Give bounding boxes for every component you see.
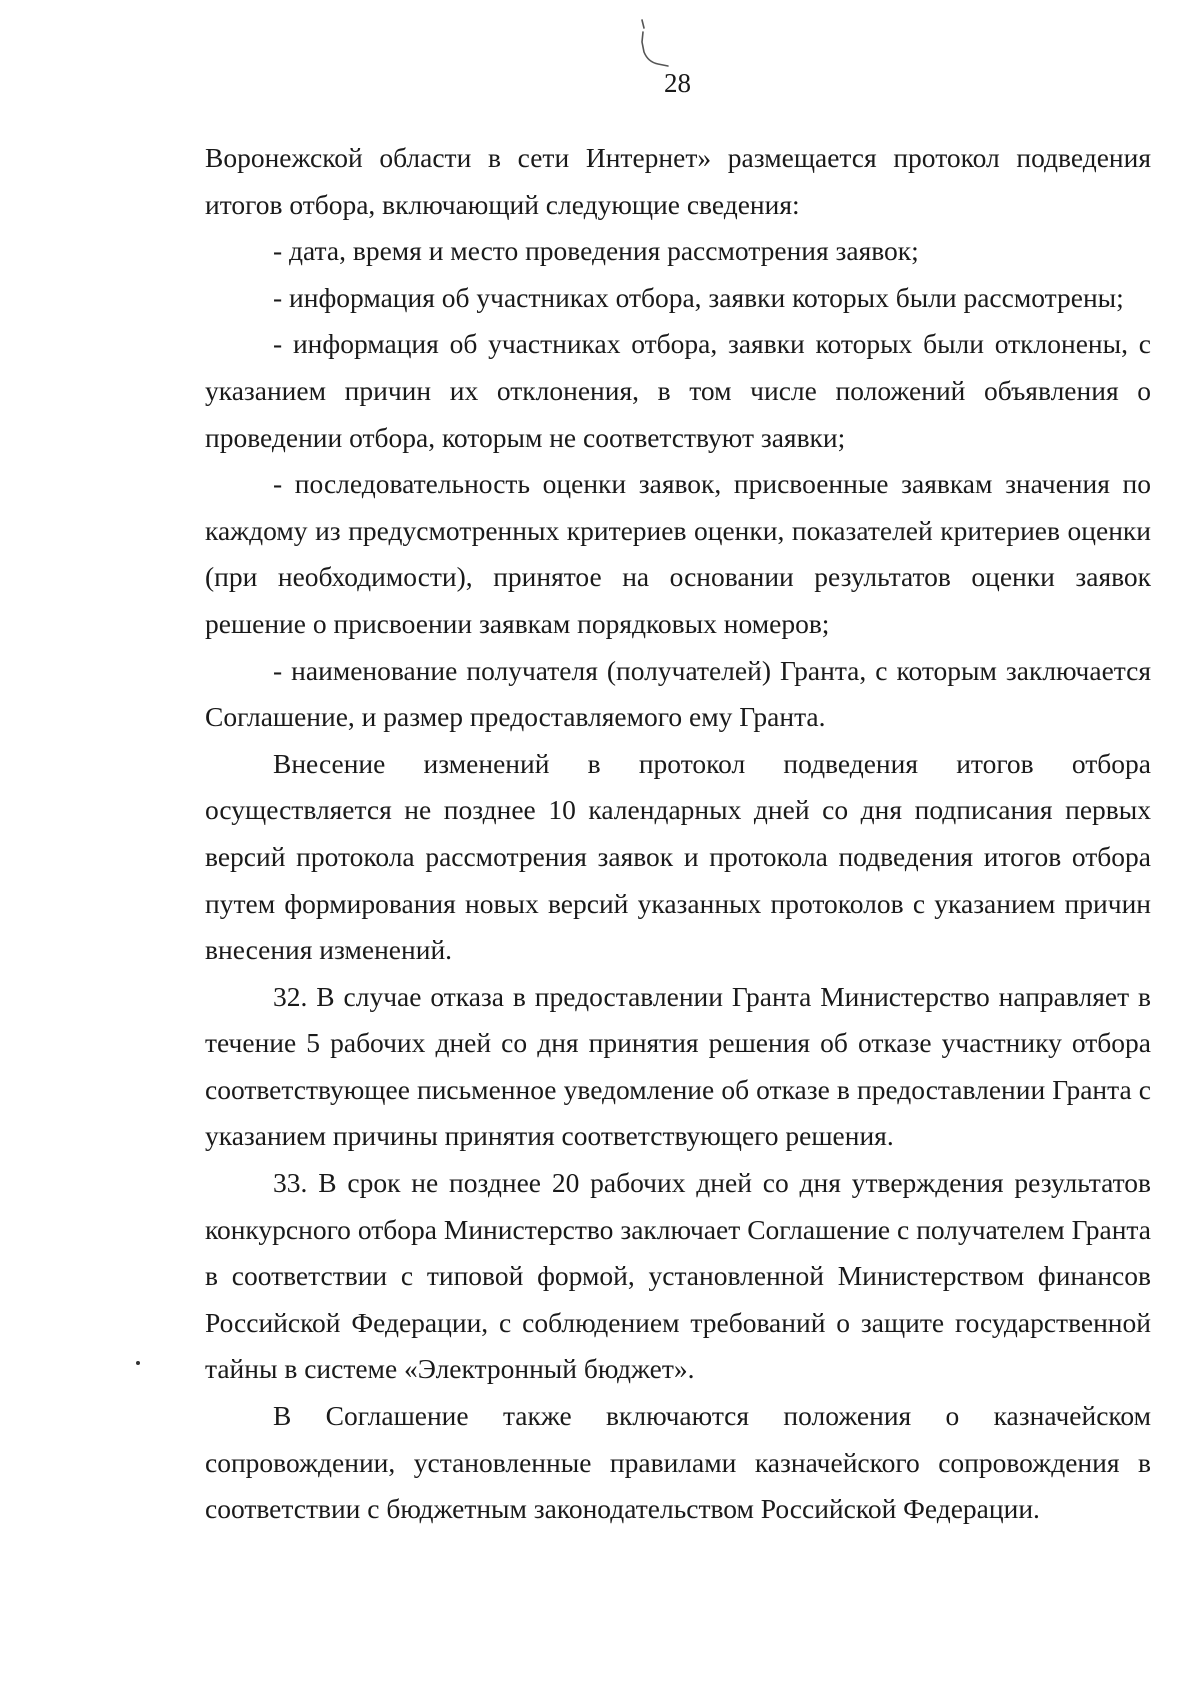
paragraph-item-33: 33. В срок не позднее 20 рабочих дней со дня утверждения результатов конкурсного отбора Министерство заключает Соглашение с получателем Гранта в соответствии с типовой формой, установленной Министерством финансов Российской Федерации, с соблюдением требований о защите государственной тайны в системе «Электронный бюджет».: [205, 1167, 1151, 1385]
scan-dot-artifact: [136, 1361, 140, 1365]
document-body: [205, 135, 1151, 1533]
paragraph-item-32: 32. В случае отказа в предоставлении Гранта Министерство направляет в течение 5 рабочих дней со дня принятия решения об отказе участнику отбора соответствующее письменное уведомление об отказе в предоставлении Гранта с указанием причины принятия соответствующего решения.: [205, 980, 1151, 1152]
paragraph-treasury-support: В Соглашение также включаются положения о казначейском сопровождении, установленные правилами казначейского сопровождения в соответствии с бюджетным законодательством Российской Федерации.: [205, 1400, 1151, 1525]
list-item-grant-recipient: - наименование получателя (получателей) Гранта, с которым заключается Соглашение, и размер предоставляемого ему Гранта.: [205, 654, 1151, 733]
paragraph-continuation: Воронежской области в сети Интернет» размещается протокол подведения итогов отбора, включающий следующие сведения:: [205, 142, 1151, 220]
scan-artifact-mark: [638, 18, 678, 70]
paragraph-protocol-changes: Внесение изменений в протокол подведения итогов отбора осуществляется не позднее 10 календарных дней со дня подписания первых версий протокола рассмотрения заявок и протокола подведения итогов отбора путем формирования новых версий указанных протоколов с указанием причин внесения изменений.: [205, 747, 1151, 966]
list-item-rejected-participants: - информация об участниках отбора, заявки которых были отклонены, с указанием причин их отклонения, в том числе положений объявления о проведении отбора, которым не соответствуют заявки;: [205, 328, 1151, 453]
page-number: 28: [664, 68, 691, 98]
list-item-evaluation-sequence: - последовательность оценки заявок, присвоенные заявкам значения по каждому из предусмотренных критериев оценки, показателей критериев оценки (при необходимости), принятое на основании результатов оценки заявок решение о присвоении заявкам порядковых номеров;: [205, 468, 1151, 639]
list-item-reviewed-participants: - информация об участниках отбора, заявки которых были рассмотрены;: [273, 281, 1124, 313]
list-item-date-time-place: - дата, время и место проведения рассмотрения заявок;: [273, 235, 919, 267]
